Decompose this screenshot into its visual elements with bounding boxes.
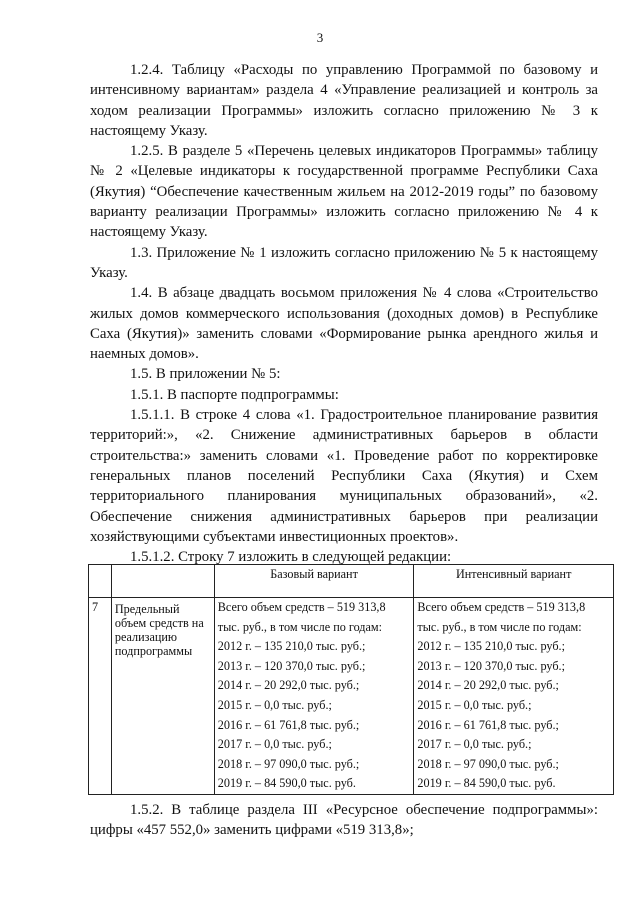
intensive-line: тыс. руб., в том числе по годам: bbox=[417, 619, 582, 634]
intensive-variant-cell bbox=[414, 598, 614, 795]
base-line: 2015 г. – 0,0 тыс. руб.; bbox=[217, 697, 332, 712]
base-variant-cell bbox=[214, 598, 414, 795]
paragraph-1-3: 1.3. Приложение № 1 изложить согласно приложению № 5 к настоящему Указу. bbox=[90, 244, 598, 281]
paragraph-1-2-5: 1.2.5. В разделе 5 «Перечень целевых индикаторов Программы» таблицу № 2 «Целевые индикаторы к государственной программе Республики Саха (Якутия) “Обеспечение качественным жильем на 2012-2019 годы” по базовому варианту реализации Программы» изложить согласно приложению № 4 к настоящему Указу. bbox=[90, 143, 598, 241]
base-line: 2016 г. – 61 761,8 тыс. руб.; bbox=[217, 717, 360, 732]
intensive-line: 2019 г. – 84 590,0 тыс. руб. bbox=[417, 776, 556, 791]
document-body-after-table bbox=[90, 800, 598, 841]
base-line: 2012 г. – 135 210,0 тыс. руб.; bbox=[217, 639, 366, 654]
intensive-line: 2012 г. – 135 210,0 тыс. руб.; bbox=[417, 639, 565, 654]
base-line: 2017 г. – 0,0 тыс. руб.; bbox=[217, 737, 332, 752]
base-line: Всего объем средств – 519 313,8 bbox=[217, 600, 386, 614]
base-line: 2019 г. – 84 590,0 тыс. руб. bbox=[217, 776, 356, 791]
intensive-line: 2015 г. – 0,0 тыс. руб.; bbox=[417, 697, 532, 712]
row-name: Предельный объем средств на реализацию подпрограммы bbox=[111, 598, 214, 795]
base-line: 2013 г. – 120 370,0 тыс. руб.; bbox=[217, 658, 366, 673]
base-line: 2014 г. – 20 292,0 тыс. руб.; bbox=[217, 678, 360, 693]
header-base-variant: Базовый вариант bbox=[214, 565, 414, 598]
paragraph-1-5-1-2: 1.5.1.2. Строку 7 изложить в следующей редакции: bbox=[130, 549, 452, 566]
intensive-line: 2018 г. – 97 090,0 тыс. руб.; bbox=[417, 756, 559, 771]
base-line: тыс. руб., в том числе по годам: bbox=[217, 619, 383, 634]
intensive-line: 2013 г. – 120 370,0 тыс. руб.; bbox=[417, 658, 565, 673]
subprogram-table bbox=[88, 564, 614, 795]
table-row bbox=[89, 598, 614, 795]
paragraph-1-5-2: 1.5.2. В таблице раздела III «Ресурсное обеспечение подпрограммы»: цифры «457 552,0» заменить цифрами «519 313,8»; bbox=[90, 802, 598, 839]
document-body bbox=[90, 60, 598, 567]
intensive-line: Всего объем средств – 519 313,8 bbox=[417, 600, 586, 614]
header-empty-cell bbox=[89, 565, 112, 598]
paragraph-1-5: 1.5. В приложении № 5: bbox=[130, 366, 281, 383]
base-line: 2018 г. – 97 090,0 тыс. руб.; bbox=[217, 756, 360, 771]
header-intensive-variant: Интенсивный вариант bbox=[414, 565, 614, 598]
intensive-line: 2016 г. – 61 761,8 тыс. руб.; bbox=[417, 717, 559, 732]
intensive-line: 2014 г. – 20 292,0 тыс. руб.; bbox=[417, 678, 559, 693]
paragraph-1-4: 1.4. В абзаце двадцать восьмом приложения № 4 слова «Строительство жилых домов коммерческого использования (доходных домов) в Республике Саха (Якутия)» заменить словами «Формирование рынка арендного жилья и наемных домов». bbox=[90, 285, 598, 363]
page-number: 3 bbox=[316, 30, 324, 45]
paragraph-1-5-1: 1.5.1. В паспорте подпрограммы: bbox=[130, 386, 339, 403]
paragraph-1-5-1-1: 1.5.1.1. В строке 4 слова «1. Градостроительное планирование развития территорий:», «2. Снижение административных барьеров в области строительства:» заменить словами «1. Проведение работ по корректировке генеральных планов поселений Республики Саха (Якутия) и Схем территориального планирования муниципальных образований», «2. Обеспечение снижения административных барьеров при реализации хозяйствующими субъектами инвестиционных проектов». bbox=[90, 407, 598, 545]
intensive-line: 2017 г. – 0,0 тыс. руб.; bbox=[417, 737, 532, 752]
header-empty-cell bbox=[111, 565, 214, 598]
row-number: 7 bbox=[89, 598, 112, 795]
table-header-row bbox=[89, 565, 614, 598]
paragraph-1-2-4: 1.2.4. Таблицу «Расходы по управлению Программой по базовому и интенсивному вариантам» раздела 4 «Управление реализацией и контроль за ходом реализации Программы» изложить согласно приложению № 3 к настоящему Указу. bbox=[90, 62, 598, 139]
